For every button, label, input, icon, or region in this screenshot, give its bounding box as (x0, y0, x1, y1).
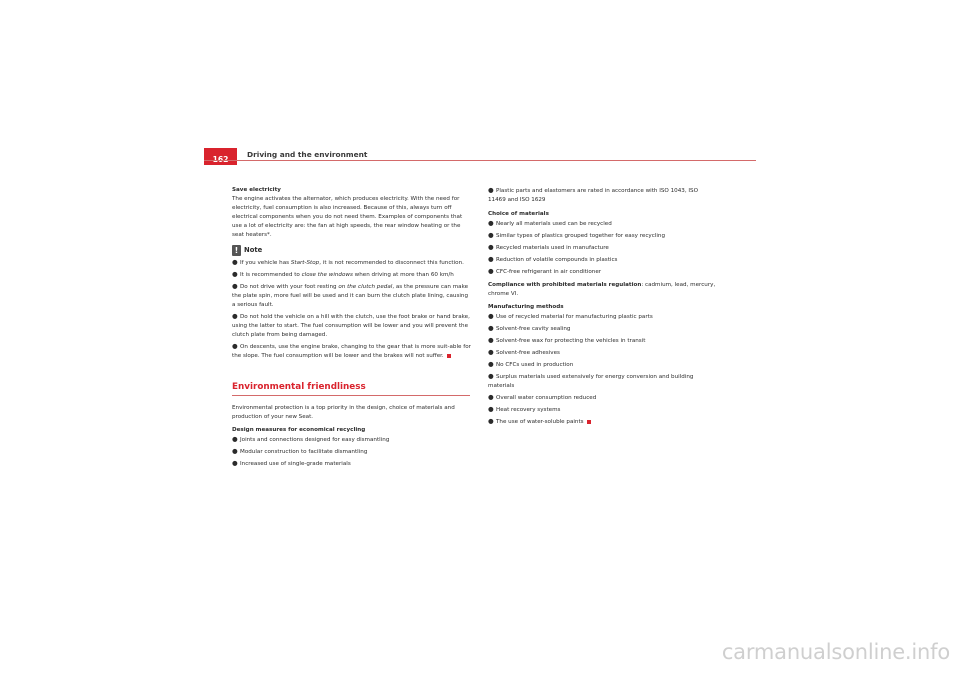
list-item: ● Surplus materials used extensively for energy conversion and building materials (488, 372, 694, 389)
note-item: ● If you vehicle has Start-Stop, it is not recommended to disconnect this function. (232, 258, 464, 266)
section-end-mark (587, 420, 591, 424)
list-item: ● Reduction of volatile compounds in plastics (488, 255, 618, 263)
right-column (488, 186, 716, 429)
list-item: ● Solvent-free wax for protecting the vehicles in transit (488, 336, 646, 344)
note-item: ● Do not drive with your foot resting on the clutch pedal, as the pressure can make the plate spin, more fuel will be used and it can burn the clutch plate lining, causing a serious fault. (232, 282, 469, 308)
header-divider (204, 160, 756, 161)
environmental-intro: Environmental protection is a top priority in the design, choice of materials and production of your new Seat. (232, 405, 455, 420)
note-item: ● Do not hold the vehicle on a hill with the clutch, use the foot brake or hand brake, using the latter to start. The fuel consumption will be lower and you will prevent the clutch plate from being damaged. (232, 312, 470, 338)
note-header (232, 245, 472, 256)
list-item: ● Use of recycled material for manufacturing plastic parts (488, 312, 653, 320)
environmental-section-title: Environmental friendliness (232, 382, 366, 392)
section-end-mark (447, 354, 451, 358)
list-item: ● Solvent-free adhesives (488, 348, 560, 356)
page-number (204, 148, 237, 165)
note-item: ● On descents, use the engine brake, changing to the gear that is more suit-able for the slope. The fuel consumption will be lower and the brakes will not suffer. (232, 342, 471, 359)
compliance-heading: Compliance with prohibited materials regulation (488, 282, 642, 288)
list-item: ● Solvent-free cavity sealing (488, 324, 571, 332)
note-label: Note (244, 246, 263, 254)
list-item: ● The use of water-soluble paints (488, 417, 716, 427)
list-item: ● Joints and connections designed for easy dismantling (232, 435, 390, 443)
chapter-title: Driving and the environment (247, 150, 368, 159)
list-item: ● Nearly all materials used can be recycled (488, 219, 612, 227)
save-electricity-heading: Save electricity (232, 187, 281, 193)
design-measures-heading: Design measures for economical recycling (232, 427, 366, 433)
save-electricity-text: The engine activates the alternator, which produces electricity. With the need for electricity, fuel consumption is also increased. Because of this, always turn off electrical components when you do not need them. Examples of components that use a lot of electricity are: the fan at high speeds, the rear window heating or the seat heaters*. (232, 196, 463, 238)
compliance-text: : cadmium, lead, mercury, chrome VI. (488, 282, 716, 297)
list-item: ● Recycled materials used in manufacture (488, 243, 609, 251)
list-item: ● Increased use of single-grade materials (232, 459, 351, 467)
compliance-paragraph (488, 281, 716, 299)
list-item: ● Plastic parts and elastomers are rated in accordance with ISO 1043, ISO 11469 and ISO 1629 (488, 186, 699, 203)
list-item: ● No CFCs used in production (488, 360, 574, 368)
note-item: ● It is recommended to close the windows when driving at more than 60 km/h (232, 270, 454, 278)
list-item: ● Modular construction to facilitate dismantling (232, 447, 368, 455)
materials-heading: Choice of materials (488, 211, 549, 217)
left-column (232, 186, 472, 471)
list-item: ● CFC-free refrigerant in air conditioner (488, 267, 602, 275)
manufacturing-heading: Manufacturing methods (488, 304, 564, 310)
note-warning-icon (232, 245, 241, 256)
section-divider (232, 395, 470, 396)
list-item: ● Overall water consumption reduced (488, 393, 597, 401)
list-item: ● Similar types of plastics grouped together for easy recycling (488, 231, 665, 239)
list-item: ● Heat recovery systems (488, 405, 561, 413)
watermark: carmanualsonline.info (721, 640, 950, 664)
note-list (232, 258, 472, 361)
